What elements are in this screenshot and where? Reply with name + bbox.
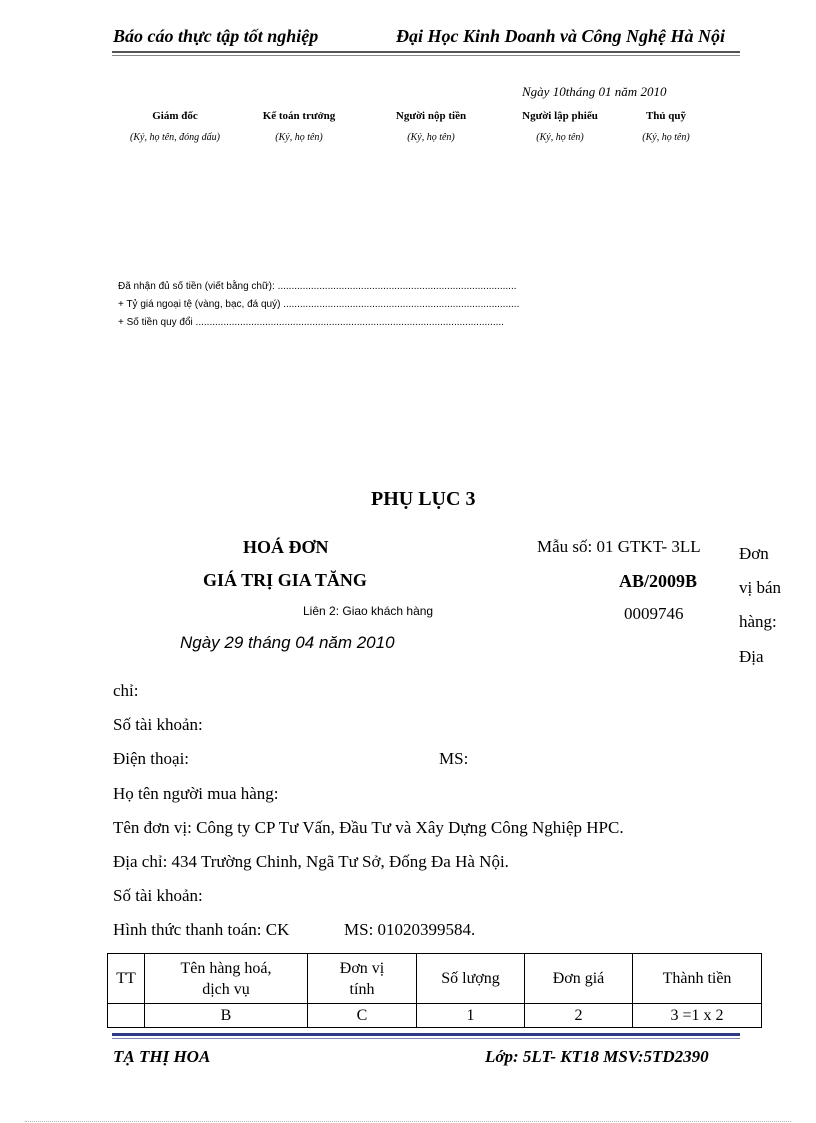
header-cell-quantity: Số lượng — [417, 954, 525, 1004]
invoice-items-table — [107, 953, 762, 1028]
seller-address-cont: chỉ: — [113, 681, 139, 700]
footer-class-info: Lớp: 5LT- KT18 MSV:5TD2390 — [485, 1047, 709, 1066]
header-cell-unit — [308, 954, 417, 1004]
header-cell-unit-text: Đơn vị tính — [339, 959, 385, 998]
header-cell-tt: TT — [108, 954, 145, 1004]
header-university: Đại Học Kinh Doanh và Công Nghệ Hà Nội — [396, 26, 726, 46]
payment-method: Hình thức thanh toán: CK — [113, 920, 290, 939]
invoice-date: Ngày 29 tháng 04 năm 2010 — [180, 633, 395, 652]
signature-note-director: (Ký, họ tên, đóng dấu) — [130, 132, 220, 143]
signature-title-chief-accountant: Kế toán trưởng — [262, 110, 336, 122]
signature-title-director: Giám đốc — [152, 110, 198, 122]
converted-amount-line: + Số tiền quy đổi ............................................................................................................... — [118, 317, 504, 328]
page-bottom-border — [25, 1121, 791, 1122]
buyer-address: Địa chỉ: 434 Trường Chinh, Ngã Tư Sở, Đống Đa Hà Nội. — [113, 852, 509, 871]
table-header-row — [108, 954, 762, 1004]
row-cell-unit-price: 2 — [525, 1004, 633, 1028]
header-rule — [112, 51, 740, 53]
header-cell-item-name — [145, 954, 308, 1004]
invoice-series: AB/2009B — [619, 571, 698, 591]
seller-label-line-4: Địa — [739, 647, 764, 666]
signature-note-preparer: (Ký, họ tên) — [536, 132, 584, 143]
signature-note-chief-accountant: (Ký, họ tên) — [275, 132, 323, 143]
seller-phone: Điện thoại: — [113, 749, 190, 768]
seller-label-line-3: hàng: — [739, 612, 777, 631]
row-cell-quantity: 1 — [417, 1004, 525, 1028]
invoice-subtitle: GIÁ TRỊ GIA TĂNG — [203, 570, 367, 590]
footer-rule — [112, 1033, 740, 1036]
row-cell-unit: C — [308, 1004, 417, 1028]
row-cell-item-name: B — [145, 1004, 308, 1028]
table-row — [108, 1004, 762, 1028]
row-cell-tt — [108, 1004, 145, 1028]
form-number: Mẫu số: 01 GTKT- 3LL — [537, 537, 701, 556]
receipt-date: Ngày 10tháng 01 năm 2010 — [522, 84, 667, 99]
footer-rule-thin — [112, 1038, 740, 1039]
signature-title-cashier: Thủ quỹ — [645, 110, 687, 122]
seller-label-line-1: Đơn — [739, 544, 769, 563]
seller-tax-code: MS: — [439, 749, 469, 768]
buyer-name: Họ tên người mua hàng: — [113, 784, 279, 803]
header-cell-item-name-text: Tên hàng hoá, dịch vụ — [180, 959, 272, 998]
header-rule-thin — [112, 55, 740, 56]
seller-account: Số tài khoản: — [113, 715, 203, 734]
signature-title-payer: Người nộp tiền — [395, 110, 467, 122]
appendix-title: PHỤ LỤC 3 — [371, 488, 476, 510]
exchange-rate-line: + Tỷ giá ngoại tệ (vàng, bạc, đá quý) ..................................................................................... — [118, 299, 520, 310]
amount-in-words-line: Đã nhận đủ số tiền (viết bằng chữ): ...................................................................................... — [118, 281, 517, 292]
signature-title-preparer: Người lập phiếu — [522, 110, 598, 122]
footer-student-name: TẠ THỊ HOA — [113, 1047, 211, 1066]
buyer-tax-code: MS: 01020399584. — [344, 920, 476, 939]
signature-note-cashier: (Ký, họ tên) — [642, 132, 690, 143]
buyer-unit: Tên đơn vị: Công ty CP Tư Vấn, Đầu Tư và Xây Dựng Công Nghiệp HPC. — [113, 818, 624, 837]
invoice-copy-note: Liên 2: Giao khách hàng — [303, 604, 434, 618]
row-cell-amount: 3 =1 x 2 — [633, 1004, 762, 1028]
header-cell-amount: Thành tiền — [633, 954, 762, 1004]
seller-label-line-2: vị bán — [739, 578, 782, 597]
buyer-account: Số tài khoản: — [113, 886, 203, 905]
header-report-title: Báo cáo thực tập tốt nghiệp — [113, 26, 319, 46]
invoice-number: 0009746 — [624, 604, 684, 623]
invoice-title: HOÁ ĐƠN — [243, 537, 329, 557]
header-cell-unit-price: Đơn giá — [525, 954, 633, 1004]
signature-note-payer: (Ký, họ tên) — [407, 132, 455, 143]
